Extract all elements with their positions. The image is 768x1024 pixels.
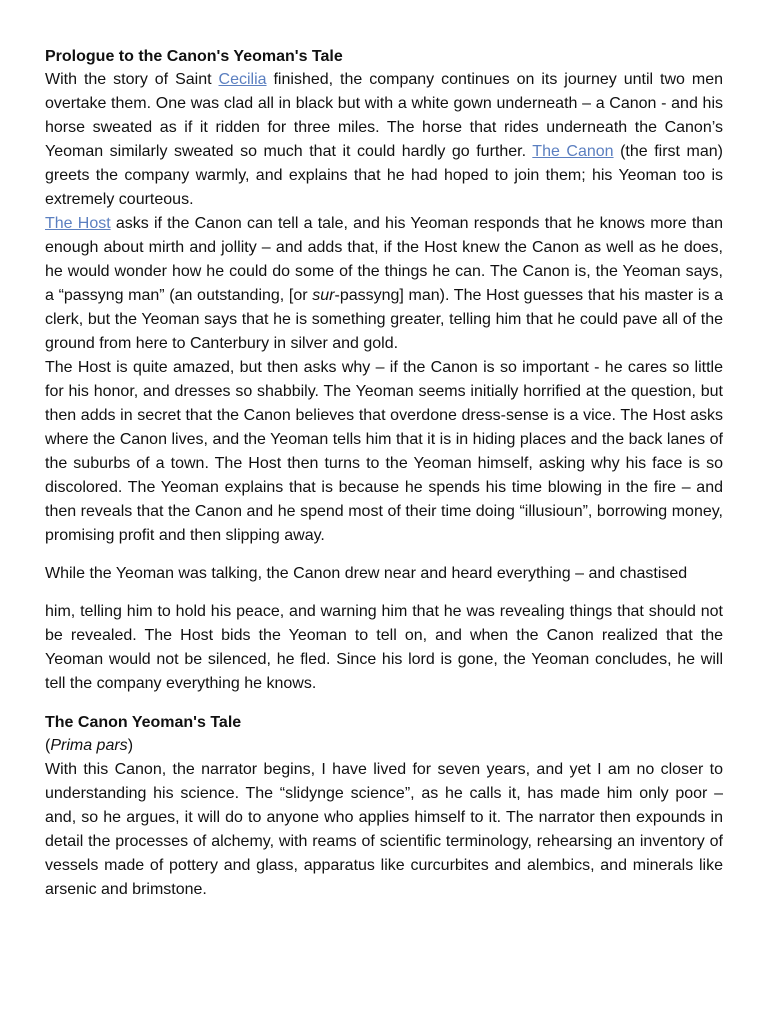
prologue-paragraph-4: While the Yeoman was talking, the Canon drew near and heard everything – and chastised xyxy=(45,565,688,582)
tale-paragraph-1: With this Canon, the narrator begins, I have lived for seven years, and yet I am no closer to understanding his science. The “slidynge science”, as he calls it, has made him only poor – and, so he argues, it will do to anyone who applies himself to it. The narrator then expounds in detail the processes of alchemy, with reams of scientific terminology, rehearsing an inventory of vessels made of pottery and glass, apparatus like curcurbites and alembics, and minerals like arsenic and brimstone. xyxy=(45,761,723,898)
text-run: With the story of Saint xyxy=(45,71,219,88)
text-run: ) xyxy=(127,737,134,754)
prologue-heading: Prologue to the Canon's Yeoman's Tale xyxy=(45,48,343,65)
tale-subtitle xyxy=(45,734,723,758)
the-canon-link[interactable]: The Canon xyxy=(532,143,614,160)
the-host-link[interactable]: The Host xyxy=(45,215,111,232)
cecilia-link[interactable]: Cecilia xyxy=(218,71,267,88)
tale-heading: The Canon Yeoman's Tale xyxy=(45,714,242,731)
document-page xyxy=(45,46,723,902)
text-run: -passyng] man). The Host guesses that his master is a clerk, but the Yeoman says that he is something greater, telling him that he could pave all of the ground from here to Canterbury in silver and gold. xyxy=(45,287,724,352)
prologue-paragraph-2 xyxy=(45,212,723,356)
prologue-paragraph-3: The Host is quite amazed, but then asks why – if the Canon is so important - he cares so little for his honor, and dresses so shabbily. The Yeoman seems initially horrified at the question, but then adds in secret that the Canon believes that overdone dress-sense is a vice. The Host asks where the Canon lives, and the Yeoman tells him that it is in hiding places and the back lanes of the suburbs of a town. The Host then turns to the Yeoman himself, asking why his face is so discolored. The Yeoman explains that is because he spends his time blowing in the fire – and then reveals that the Canon and he spend most of their time doing “illusioun”, borrowing money, promising profit and then slipping away. xyxy=(45,359,723,544)
italic-text: sur xyxy=(312,287,335,304)
prologue-paragraph-5: him, telling him to hold his peace, and warning him that he was revealing things that should not be revealed. The Host bids the Yeoman to tell on, and when the Canon realized that the Yeoman would not be silenced, he fled. Since his lord is gone, the Yeoman concludes, he will tell the company everything he knows. xyxy=(45,603,723,692)
text-run: finished, the company continues on its journey until two men overtake them. One was clad all in black but with a white gown underneath – a Canon - and his horse sweated as if it ridden for three miles. The horse that rides underneath the Canon’s Yeoman similarly sweated so much that it could hardly go further. xyxy=(45,71,723,160)
prologue-paragraph-1 xyxy=(45,68,723,212)
text-run: ( xyxy=(45,737,51,754)
text-run: (the first man) greets the company warmly, and explains that he had hoped to join them; his Yeoman too is extremely courteous. xyxy=(45,143,723,208)
text-run: asks if the Canon can tell a tale, and his Yeoman responds that he knows more than enough about mirth and jollity – and adds that, if the Host knew the Canon as well as he does, he would wonder how he could do some of the things he can. The Canon is, the Yeoman says, a “passyng man” (an outstanding, [or xyxy=(45,215,723,304)
italic-text: Prima pars xyxy=(50,737,128,754)
